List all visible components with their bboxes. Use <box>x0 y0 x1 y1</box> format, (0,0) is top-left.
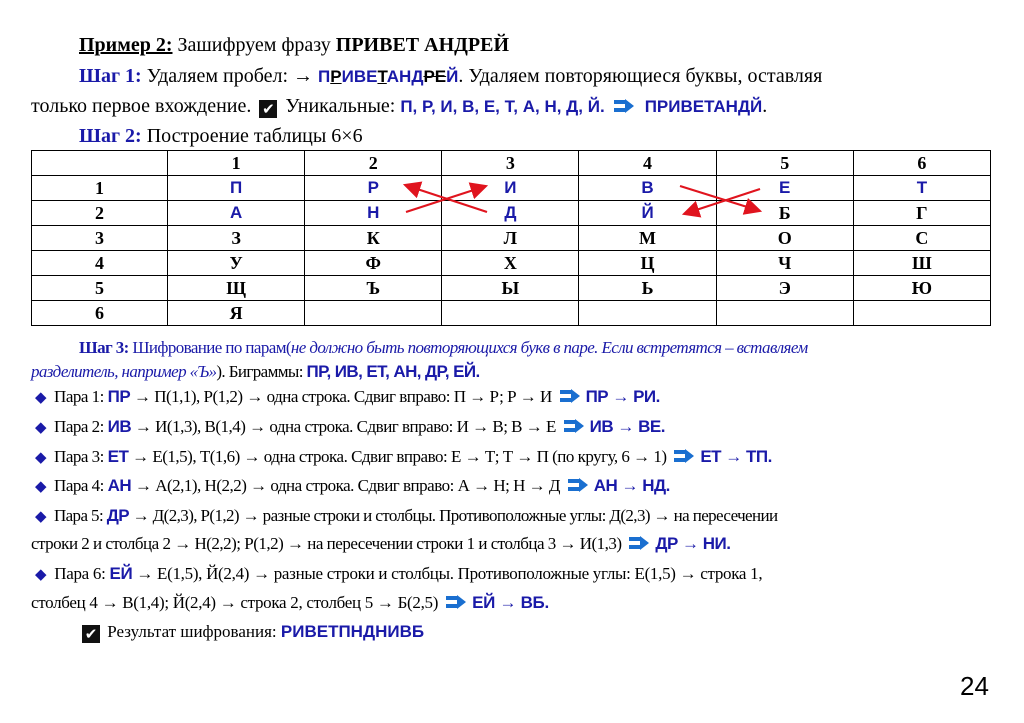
table-cell: Ц <box>579 251 716 276</box>
row-index: 4 <box>32 251 168 276</box>
step3-bigrams: ПР, ИВ, ЕТ, АН, ДР, ЕЙ. <box>306 362 480 381</box>
phrase-part-underlined: Т <box>377 67 387 86</box>
pair-desc: → И(1,3), В(1,4) → одна строка. Сдвиг вправо: И → В; В → Е <box>131 417 556 436</box>
step3-line2 <box>31 361 480 383</box>
pair-bigram: АН <box>107 476 132 495</box>
diamond-bullet-icon: ◆ <box>35 565 47 583</box>
pair-bigram: ЕТ <box>107 447 129 466</box>
arrow-icon <box>629 536 649 550</box>
table-cell: Й <box>579 201 716 226</box>
step3-after: ). Биграммы: <box>216 362 307 381</box>
step3-line1 <box>79 337 808 359</box>
step1-line2-text: только первое вхождение. <box>31 95 252 117</box>
table-cell: Ш <box>853 251 990 276</box>
table-cell: Н <box>305 201 442 226</box>
phrase-part-underlined: Р <box>330 67 342 86</box>
row-index: 6 <box>32 301 168 326</box>
step3-note-b: разделитель, например «Ъ» <box>31 362 217 381</box>
table-cell: Ь <box>579 276 716 301</box>
pair-result: ПР → РИ. <box>585 387 660 406</box>
pair-result: ЕТ → ТП. <box>700 447 772 466</box>
result-line <box>79 621 424 643</box>
pair-desc: → П(1,1), Р(1,2) → одна строка. Сдвиг вправо: П → Р; Р → И <box>130 387 552 406</box>
table-cell: Е <box>716 176 853 201</box>
table-cell: Ъ <box>305 276 442 301</box>
table-cell: Я <box>168 301 305 326</box>
step2-text: Построение таблицы 6×6 <box>141 125 363 147</box>
pair-label: Пара 4: <box>54 476 108 495</box>
table-cell: Х <box>442 251 579 276</box>
table-cell: Д <box>442 201 579 226</box>
arrow-v-to-b <box>680 186 760 211</box>
table-cell: Ю <box>853 276 990 301</box>
pair-6-line2 <box>31 592 549 614</box>
pair-5-line2 <box>31 533 730 555</box>
diamond-bullet-icon: ◆ <box>35 507 46 525</box>
table-cell: В <box>579 176 716 201</box>
arrow-e-to-j <box>684 189 760 214</box>
step3-text: Шифрование по парам( <box>128 338 291 357</box>
step1-text: Удаляем пробел: → <box>141 65 319 87</box>
pair-result: АН → НД. <box>593 476 670 495</box>
table-cell: Р <box>305 176 442 201</box>
phrase-part: П <box>318 67 331 86</box>
table-header-cell: 3 <box>442 151 579 176</box>
arrow-icon <box>674 449 694 463</box>
pair-bigram: ИВ <box>107 417 132 436</box>
arrow-icon <box>560 389 580 403</box>
pair-6 <box>35 563 762 585</box>
arrow-icon <box>446 595 466 609</box>
table-cell: Щ <box>168 276 305 301</box>
row-index: 5 <box>32 276 168 301</box>
pair-bigram: ЕЙ <box>109 564 133 583</box>
pair-5 <box>35 505 777 527</box>
table-cell: Т <box>853 176 990 201</box>
example-phrase: ПРИВЕТ АНДРЕЙ <box>335 34 510 56</box>
result-value: РИВЕТПНДНИВБ <box>280 622 425 641</box>
pair-label: Пара 5: <box>53 506 107 525</box>
table-cell: М <box>579 226 716 251</box>
pair-desc: → Д(2,3), Р(1,2) → разные строки и столбцы. Противоположные углы: Д(2,3) → на пересечении <box>128 506 778 525</box>
table-cell: И <box>442 176 579 201</box>
table-header-cell: 4 <box>579 151 716 176</box>
table-cell: О <box>716 226 853 251</box>
table-header-cell: 1 <box>168 151 305 176</box>
checkmark-icon: ✔ <box>259 100 277 118</box>
row-index: 3 <box>32 226 168 251</box>
phrase-part: ИВЕ <box>341 67 378 86</box>
table-cell: П <box>168 176 305 201</box>
step2-label: Шаг 2: <box>79 125 142 147</box>
pair-2 <box>35 416 665 438</box>
pair-result: ИВ → ВЕ. <box>589 417 665 436</box>
arrow-icon <box>568 478 588 492</box>
unique-letters: П, Р, И, В, Е, Т, А, Н, Д, Й. <box>400 97 605 116</box>
phrase-part: Й <box>446 67 459 86</box>
pair-1 <box>35 386 660 408</box>
diamond-bullet-icon: ◆ <box>35 448 47 466</box>
pair-desc: строки 2 и столбца 2 → Н(2,2); Р(1,2) → на пересечении строки 1 и столбца 3 → И(1,3) <box>31 534 622 553</box>
pair-desc: → Е(1,5), Й(2,4) → разные строки и столбцы. Противоположные углы: Е(1,5) → строка 1, <box>132 564 763 583</box>
table-cell: Г <box>853 201 990 226</box>
step1-after: . Удаляем повторяющиеся буквы, оставляя <box>458 65 823 87</box>
pair-desc: → А(2,1), Н(2,2) → одна строка. Сдвиг вправо: А → Н; Н → Д <box>131 476 560 495</box>
step3-note-a: не должно быть повторяющихся букв в паре. Если встретятся – вставляем <box>290 338 808 357</box>
pair-bigram: ПР <box>107 387 131 406</box>
example-label: Пример 2: <box>79 34 173 56</box>
table-cell: Ф <box>305 251 442 276</box>
table-cell: У <box>168 251 305 276</box>
table-cell: К <box>305 226 442 251</box>
pair-label: Пара 3: <box>54 447 108 466</box>
page-number: 24 <box>960 671 989 701</box>
table-cell: З <box>168 226 305 251</box>
pair-desc: → Е(1,5), Т(1,6) → одна строка. Сдвиг вправо: Е → Т; Т → П (по кругу, 6 → 1) <box>128 447 667 466</box>
pair-label: Пара 6: <box>54 564 110 583</box>
pair-label: Пара 2: <box>54 417 108 436</box>
pair-bigram: ДР <box>106 506 129 525</box>
table-header-cell: 5 <box>716 151 853 176</box>
result-label: Результат шифрования: <box>107 622 281 641</box>
arrow-icon <box>564 419 584 433</box>
pair-result: ДР → НИ. <box>655 534 731 553</box>
table-cell: Ч <box>716 251 853 276</box>
pair-4 <box>35 475 670 497</box>
unique-label: Уникальные: <box>280 95 401 117</box>
step1-label: Шаг 1: <box>79 65 142 87</box>
step3-label: Шаг 3: <box>79 338 129 357</box>
pair-3 <box>35 446 772 468</box>
example-text: Зашифруем фразу <box>172 34 336 56</box>
table-cell: Ы <box>442 276 579 301</box>
phrase-part: АНД <box>386 67 424 86</box>
pair-result: ЕЙ → ВБ. <box>472 593 549 612</box>
row-index: 1 <box>32 176 168 201</box>
phrase-part-struck: РЕ <box>423 67 447 86</box>
diamond-bullet-icon: ◆ <box>35 418 47 436</box>
table-header-cell: 6 <box>853 151 990 176</box>
diamond-bullet-icon: ◆ <box>35 388 47 406</box>
step1-result: ПРИВЕТАНДЙ <box>644 97 763 116</box>
table-cell: А <box>168 201 305 226</box>
row-index: 2 <box>32 201 168 226</box>
table-header-cell: 2 <box>305 151 442 176</box>
table-cell: Э <box>716 276 853 301</box>
pair-label: Пара 1: <box>54 387 108 406</box>
table-cell: Б <box>716 201 853 226</box>
diamond-bullet-icon: ◆ <box>35 477 47 495</box>
step1-end: . <box>762 95 768 117</box>
table-cell: Л <box>442 226 579 251</box>
checkmark-icon: ✔ <box>82 625 100 643</box>
table-cell: С <box>853 226 990 251</box>
pair-desc: столбец 4 → В(1,4); Й(2,4) → строка 2, столбец 5 → Б(2,5) <box>31 593 439 612</box>
